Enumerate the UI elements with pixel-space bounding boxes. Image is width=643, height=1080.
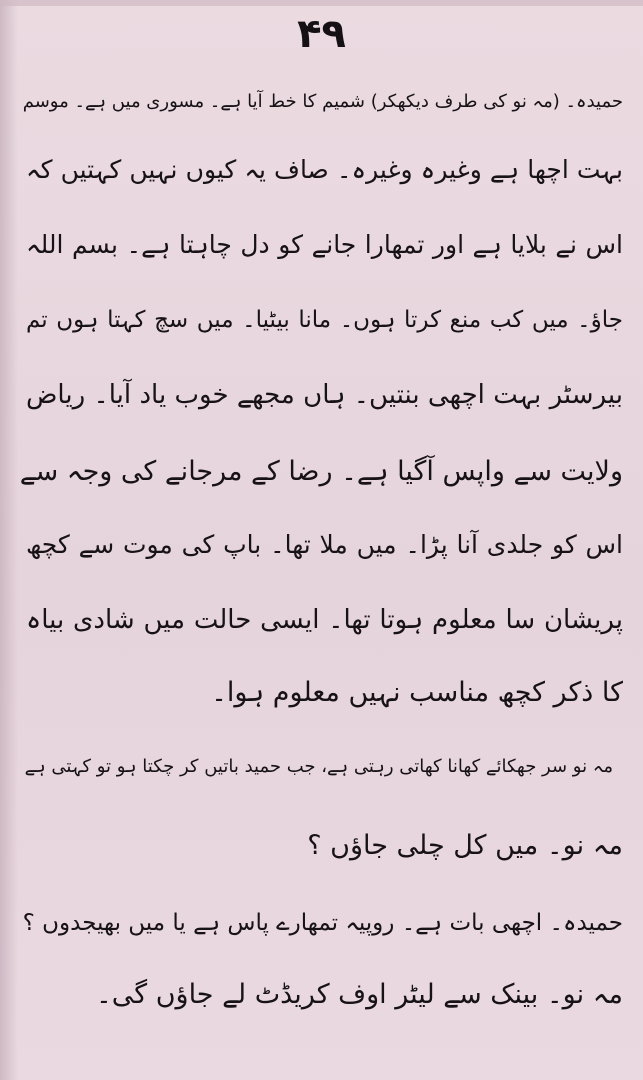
text-line-6: ولایت سے واپس آگیا ہے۔ رضا کے مرجانے کی وجہ سے xyxy=(19,456,623,487)
dialogue-line-3: مہ نو۔ بینک سے لیٹر اوف کریڈٹ لے جاؤں گی۔ xyxy=(95,979,623,1010)
text-line-2: بہت اچھا ہے وغیرہ وغیرہ۔ صاف یہ کیوں نہیں کہتیں کہ xyxy=(26,155,623,184)
page-binding-shadow xyxy=(0,0,18,1080)
text-line-9: کا ذکر کچھ مناسب نہیں معلوم ہوا۔ xyxy=(211,677,623,708)
dialogue-line-2: حمیدہ۔ اچھی بات ہے۔ روپیہ تمھارے پاس ہے یا میں بھیجدوں ؟ xyxy=(22,910,623,936)
stage-direction: مہ نو سر جھکائے کھانا کھاتی رہتی ہے، جب حمید باتیں کر چکتا ہو تو کہتی ہے xyxy=(24,756,613,777)
dialogue-line-1: مہ نو۔ میں کل چلی جاؤں ؟ xyxy=(307,830,623,861)
text-line-1: حمیدہ۔ (مہ نو کی طرف دیکھکر) شمیم کا خط آیا ہے۔ مسوری میں ہے۔ موسم xyxy=(22,91,623,112)
text-line-4: جاؤ۔ میں کب منع کرتا ہوں۔ مانا بیٹیا۔ میں سچ کہتا ہوں تم xyxy=(26,307,623,333)
page-top-edge xyxy=(0,0,643,6)
text-line-3: اس نے بلایا ہے اور تمھارا جانے کو دل چاہتا ہے۔ بسم اللہ xyxy=(26,230,623,259)
page-number: ۴۹ xyxy=(297,11,346,57)
text-line-7: اس کو جلدی آنا پڑا۔ میں ملا تھا۔ باپ کی موت سے کچھ xyxy=(26,530,623,559)
text-line-8: پریشان سا معلوم ہوتا تھا۔ ایسی حالت میں شادی بیاہ xyxy=(26,605,623,635)
text-line-5: بیرسٹر بہت اچھی بنتیں۔ ہاں مجھے خوب یاد آیا۔ ریاض xyxy=(26,380,623,410)
